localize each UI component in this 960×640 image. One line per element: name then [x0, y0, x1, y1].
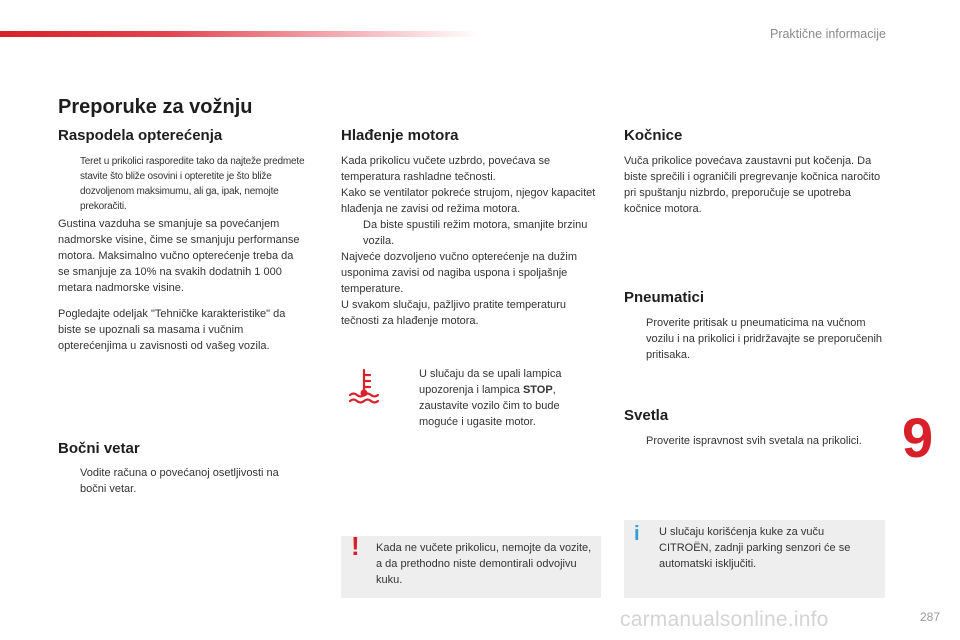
info-box-text: U slučaju korišćenja kuke za vuču CITROËN, zadnji parking senzori će se automatski isključiti.	[659, 526, 851, 570]
coolant-warning-note	[397, 366, 587, 430]
column-cooling	[341, 128, 599, 329]
load-text-2: Pogledajte odeljak "Tehničke karakteristike" da biste se upoznali sa masama i vučnim opterećenjima u zavisnosti od vašeg vozila.	[58, 308, 286, 352]
load-text: Gustina vazduha se smanjuje sa povećanjem nadmorske visine, čime se smanjuju performanse motora. Maksimalno vučno opterećenje treba da se smanjuje za 10% na svakih dodatnih 1 000 metara nadmorske visine.	[58, 218, 300, 294]
info-box	[624, 520, 885, 598]
coolant-warning-bullet	[397, 366, 587, 430]
warning-box	[341, 531, 601, 598]
lights-bullet	[624, 433, 886, 449]
cooling-text-1: Kada prikolicu vučete uzbrdo, povećava se temperatura rashladne tečnosti.	[341, 155, 551, 183]
cooling-text-4: U svakom slučaju, pažljivo pratite temperaturu tečnosti za hlađenje motora.	[341, 299, 566, 327]
column-wind	[58, 441, 308, 497]
tyres-heading: Pneumatici	[624, 289, 705, 306]
stop-label: STOP	[522, 384, 553, 396]
load-bullet	[58, 154, 308, 214]
tyres-bullet-text: Proverite pritisak u pneumaticima na vučnom vozilu i na prikolici i pridržavajte se preporučenih pritisaka.	[646, 317, 883, 361]
wind-bullet	[58, 465, 308, 497]
chapter-number: 9	[902, 406, 934, 469]
coolant-temperature-warning-icon	[347, 362, 381, 408]
cooling-text-2: Kako se ventilator pokreće strujom, njegov kapacitet hlađenja ne zavisi od režima motora.	[341, 187, 596, 215]
brakes-heading: Kočnice	[624, 127, 683, 144]
cooling-bullet-text: Da biste spustili režim motora, smanjite brzinu vozila.	[363, 219, 588, 247]
column-lights	[624, 408, 886, 449]
load-heading: Raspodela opterećenja	[58, 127, 223, 144]
coolant-warning-part1: U slučaju da se upali lampica upozorenja i lampica	[419, 368, 562, 396]
cooling-bullet	[341, 217, 599, 249]
section-header: Praktične informacije	[769, 27, 886, 41]
cooling-text-3: Najveće dozvoljeno vučno opterećenje na dužim usponima zavisi od nagiba uspona i spoljašnje temperature.	[341, 251, 578, 295]
load-bullet-text: Teret u prikolici rasporedite tako da najteže predmete stavite što bliže osovini i opteretite je što bliže dozvoljenom maksimumu, ali ga, ipak, nemojte prekoračiti.	[80, 156, 305, 212]
info-icon: i	[634, 523, 640, 545]
column-load	[58, 128, 308, 354]
column-tyres	[624, 290, 886, 363]
page-title: Preporuke za vožnju	[58, 96, 253, 118]
cooling-heading: Hlađenje motora	[341, 127, 459, 144]
column-brakes	[624, 128, 886, 217]
watermark: carmanualsonline.info	[620, 608, 829, 631]
lights-bullet-text: Proverite ispravnost svih svetala na prikolici.	[646, 435, 862, 447]
wind-bullet-text: Vodite računa o povećanoj osetljivosti na bočni vetar.	[80, 467, 279, 495]
exclamation-icon: !	[351, 531, 360, 561]
warning-box-text: Kada ne vučete prikolicu, nemojte da vozite, a da prethodno niste demontirali odvojivu kuku.	[376, 542, 592, 586]
coolant-warning-part2: , zaustavite vozilo čim to bude moguće i ugasite motor.	[419, 384, 560, 428]
brakes-text: Vuča prikolice povećava zaustavni put kočenja. Da biste sprečili i ograničili pregrevanje kočnica naročito pri spuštanju nizbrdo, preporučuje se upotreba kočnice motora.	[624, 155, 881, 215]
lights-heading: Svetla	[624, 407, 669, 424]
page-number: 287	[919, 610, 940, 624]
wind-heading: Bočni vetar	[58, 440, 140, 457]
tyres-bullet	[624, 315, 886, 363]
header-accent-bar	[0, 31, 480, 37]
